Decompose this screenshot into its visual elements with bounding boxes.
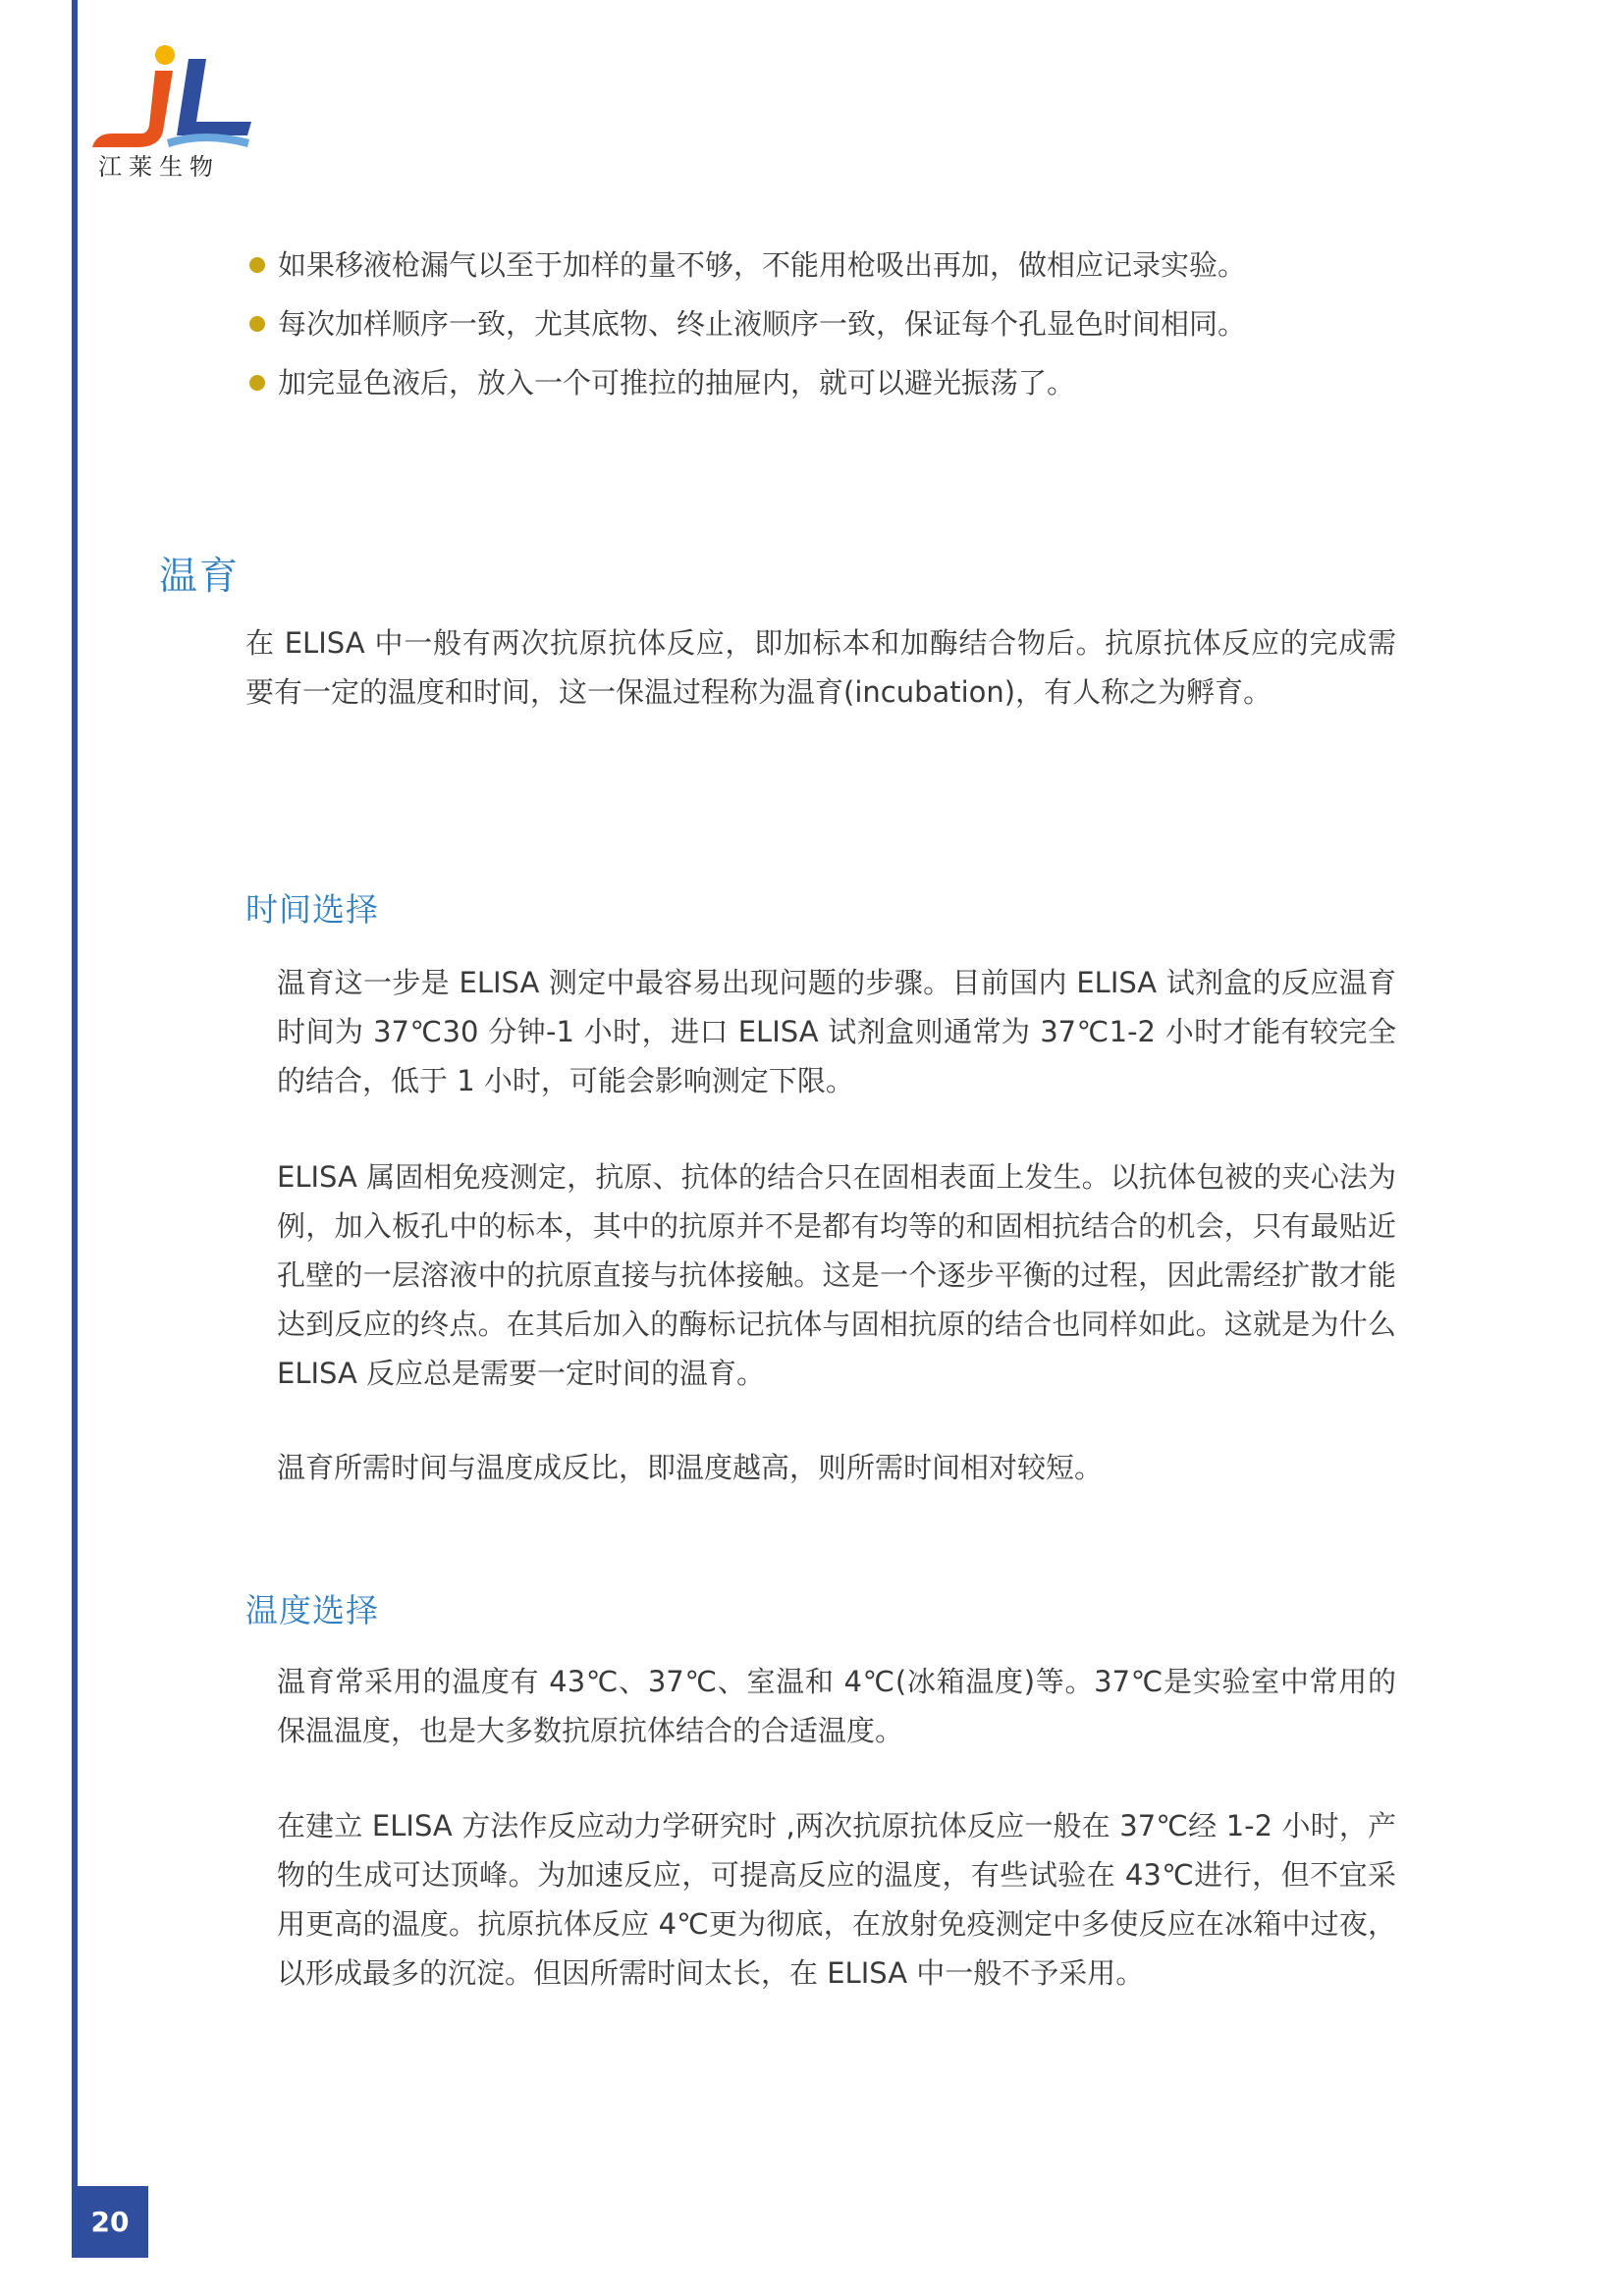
brand-name: 江莱生物 [98,153,220,181]
list-item: 每次加样顺序一致，尤其底物、终止液顺序一致，保证每个孔显色时间相同。 [245,294,1424,353]
page-number: 20 [72,2186,148,2258]
logo-sun-icon [155,45,175,65]
logo-wave [167,133,249,147]
temp-paragraph-2: 在建立 ELISA 方法作反应动力学研究时 ,两次抗原抗体反应一般在 37℃经 1-2 小时，产物的生成可达顶峰。为加速反应，可提高反应的温度，有些试验在 43℃进行，但不宜采用更高的温度。抗原抗体反应 4℃更为彻底，在放射免疫测定中多使反应在冰箱中过夜，以形成最多的沉淀。但因所需时间太长，在 ELISA 中一般不予采用。 [277,1809,1396,1990]
list-item: 加完显色液后，放入一个可推拉的抽屉内，就可以避光振荡了。 [245,353,1424,412]
subsection-title-temperature: 温度选择 [245,1591,379,1629]
temp-paragraph-1: 温育常采用的温度有 43℃、37℃、室温和 4℃(冰箱温度)等。37℃是实验室中常用的保温温度，也是大多数抗原抗体结合的合适温度。 [277,1665,1396,1747]
logo-j-shape [92,71,173,147]
time-paragraph-3: 温育所需时间与温度成反比，即温度越高，则所需时间相对较短。 [277,1451,1104,1484]
list-item: 如果移液枪漏气以至于加样的量不够，不能用枪吸出再加，做相应记录实验。 [245,236,1424,294]
time-paragraph-2: ELISA 属固相免疫测定，抗原、抗体的结合只在固相表面上发生。以抗体包被的夹心法为例，加入板孔中的标本，其中的抗原并不是都有均等的和固相抗结合的机会，只有最贴近孔壁的一层溶液中的抗原直接与抗体接触。这是一个逐步平衡的过程，因此需经扩散才能达到反应的终点。在其后加入的酶标记抗体与固相抗原的结合也同样如此。这就是为什么 ELISA 反应总是需要一定时间的温育。 [277,1160,1396,1390]
logo-l-shape [177,59,251,135]
subsection-title-time: 时间选择 [245,890,379,929]
intro-paragraph: 在 ELISA 中一般有两次抗原抗体反应，即加标本和加酶结合物后。抗原抗体反应的完成需要有一定的温度和时间，这一保温过程称为温育(incubation)，有人称之为孵育。 [245,626,1396,709]
bullet-list [245,236,1424,412]
left-margin-rule [72,0,78,2248]
section-title-incubation: 温育 [159,555,241,599]
time-paragraph-1: 温育这一步是 ELISA 测定中最容易出现问题的步骤。目前国内 ELISA 试剂盒的反应温育时间为 37℃30 分钟-1 小时，进口 ELISA 试剂盒则通常为 37℃1-2 小时才能有较完全的结合，低于 1 小时，可能会影响测定下限。 [277,966,1396,1097]
